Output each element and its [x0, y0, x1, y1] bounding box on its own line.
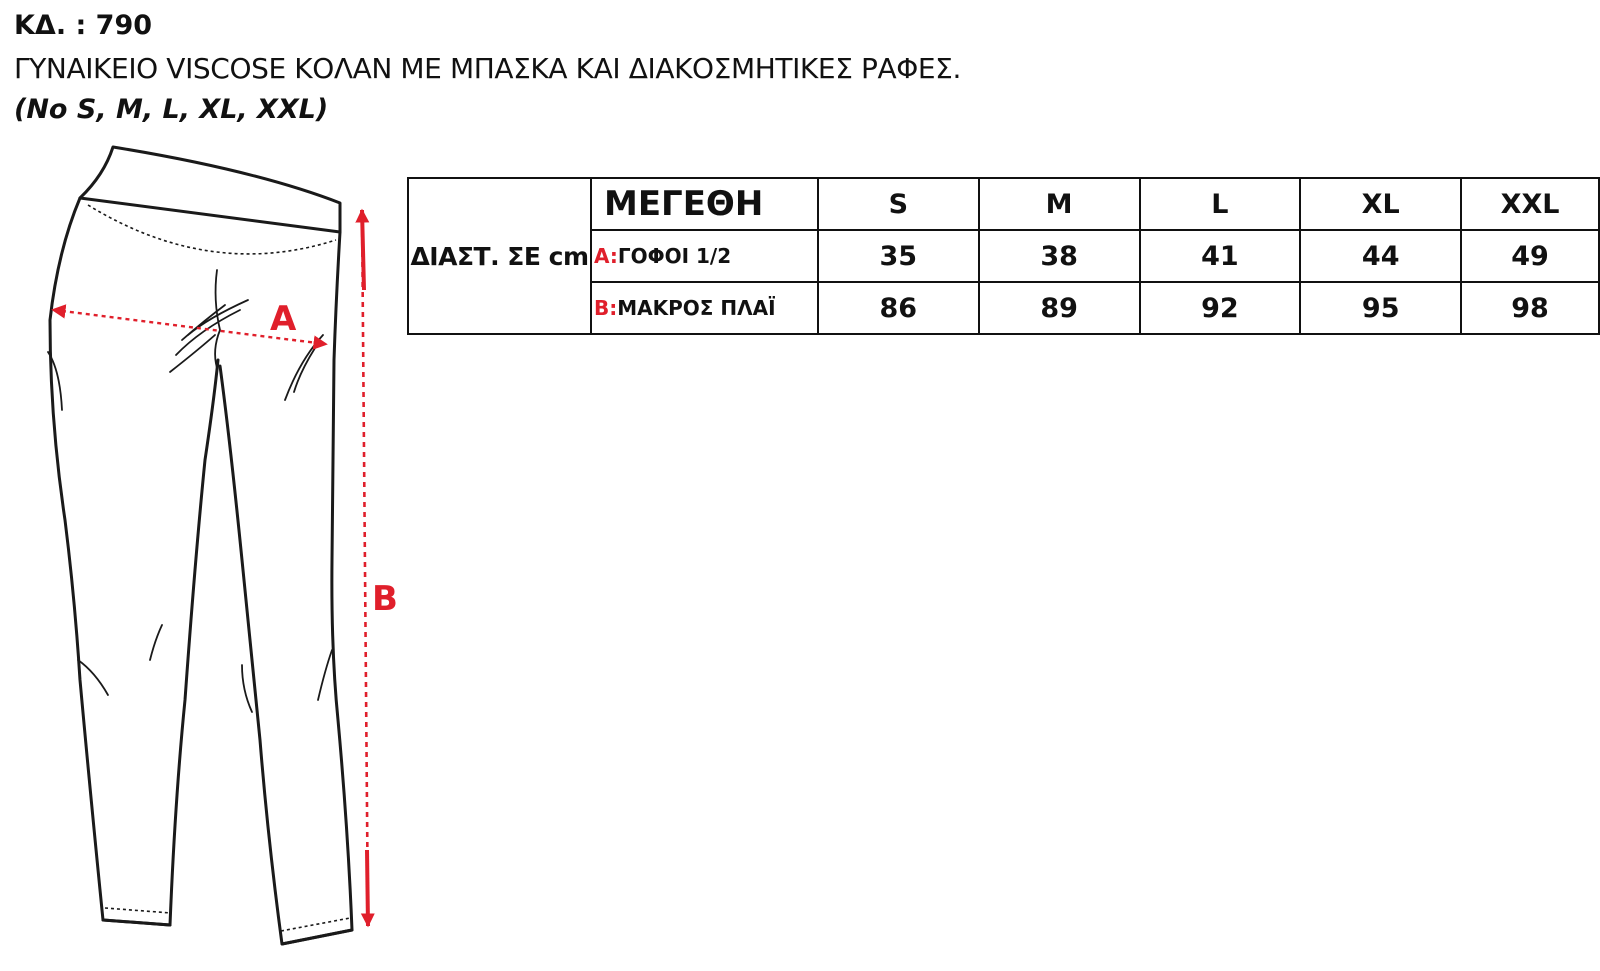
- measure-b-name: ΜΑΚΡΟΣ ΠΛΑΪ: [617, 296, 776, 320]
- size-header-xxl: XXL: [1461, 178, 1599, 230]
- product-code: ΚΔ. : 790: [14, 10, 153, 41]
- waistband-outline: [80, 147, 340, 232]
- right-hem-stitch: [281, 918, 350, 931]
- left-leg-outline: [50, 198, 218, 925]
- measure-b-key: B:: [593, 296, 618, 320]
- product-description: ΓΥΝΑΙΚΕΙΟ VISCOSE ΚΟΛΑΝ ΜΕ ΜΠΑΣΚΑ ΚΑΙ ΔΙΑΚΟΣΜΗΤΙΚΕΣ ΡΑΦΕΣ.: [14, 52, 961, 85]
- table-cell: 95: [1300, 282, 1461, 334]
- table-cell: 89: [979, 282, 1140, 334]
- measure-b-row-label: [591, 282, 818, 334]
- available-sizes: (No S, M, L, XL, XXL): [14, 94, 329, 125]
- table-cell: 49: [1461, 230, 1599, 282]
- table-cell: 44: [1300, 230, 1461, 282]
- measure-a-name: ΓΟΦΟΙ 1/2: [617, 244, 732, 268]
- left-hem-stitch: [105, 908, 171, 913]
- table-cell: 41: [1140, 230, 1301, 282]
- measure-a-label: A: [270, 299, 297, 339]
- size-header-xl: XL: [1300, 178, 1461, 230]
- dimension-unit-cell: ΔΙΑΣΤ. ΣΕ cm: [408, 178, 591, 334]
- table-cell: 35: [818, 230, 979, 282]
- sizes-header-cell: ΜΕΓΕΘΗ: [591, 178, 818, 230]
- table-cell: 98: [1461, 282, 1599, 334]
- size-chart-table: [407, 177, 1600, 335]
- table-header-row: [408, 178, 1599, 230]
- size-header-m: M: [979, 178, 1140, 230]
- measure-b-line: [362, 212, 368, 925]
- size-header-s: S: [818, 178, 979, 230]
- measure-a-key: A:: [593, 244, 618, 268]
- size-header-l: L: [1140, 178, 1301, 230]
- waist-stitch: [88, 205, 336, 254]
- table-cell: 92: [1140, 282, 1301, 334]
- leggings-sketch: [0, 140, 420, 970]
- measure-a-row-label: [591, 230, 818, 282]
- table-cell: 38: [979, 230, 1140, 282]
- measure-b-label: B: [372, 579, 398, 619]
- table-cell: 86: [818, 282, 979, 334]
